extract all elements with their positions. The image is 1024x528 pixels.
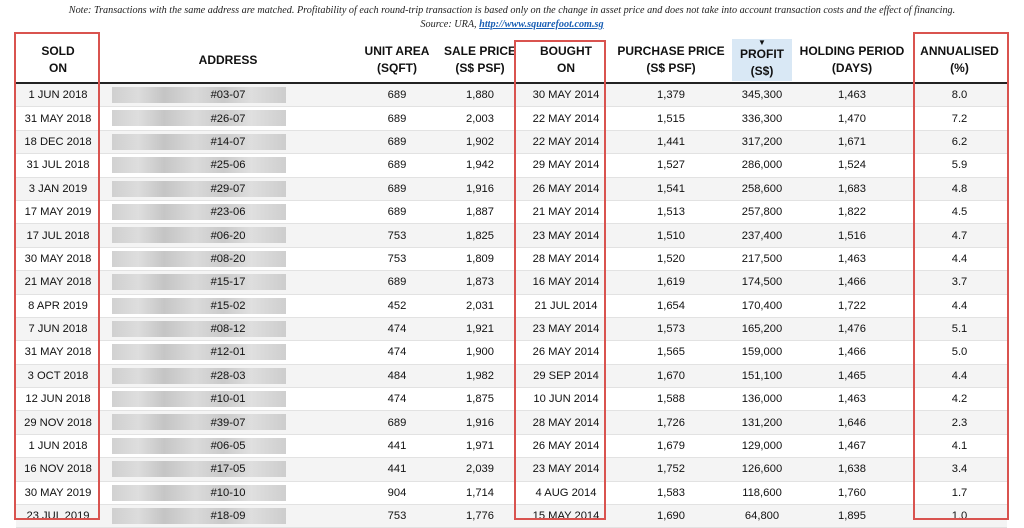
sold-on-cell: 3 OCT 2018 — [16, 364, 100, 387]
address-cell — [100, 364, 356, 387]
purchase-price-cell: 1,565 — [610, 341, 732, 364]
unit-area-cell: 753 — [356, 247, 438, 270]
table-row — [16, 177, 1007, 200]
holding-period-cell: 1,463 — [792, 388, 912, 411]
sold-on-cell: 29 NOV 2018 — [16, 411, 100, 434]
annualised-cell: 4.5 — [912, 200, 1007, 223]
annualised-cell: 4.7 — [912, 224, 1007, 247]
profit-cell: 64,800 — [732, 505, 792, 528]
table-row — [16, 388, 1007, 411]
profit-cell: 126,600 — [732, 458, 792, 481]
sale-price-cell: 1,809 — [438, 247, 522, 270]
holding-period-cell: 1,646 — [792, 411, 912, 434]
bought-on-cell: 23 MAY 2014 — [522, 224, 610, 247]
col-header-bought-on[interactable]: BOUGHT ON — [522, 38, 610, 83]
purchase-price-cell: 1,573 — [610, 317, 732, 340]
profit-cell: 258,600 — [732, 177, 792, 200]
table-row — [16, 317, 1007, 340]
profit-cell: 170,400 — [732, 294, 792, 317]
table-row — [16, 83, 1007, 107]
address-cell — [100, 481, 356, 504]
unit-number: #06-05 — [210, 440, 246, 453]
holding-period-cell: 1,822 — [792, 200, 912, 223]
table-row — [16, 411, 1007, 434]
note-text: Note: Transactions with the same address are matched. Profitability of each round-trip transaction is based only on the change in asset price and does not take into account transaction costs and the effect of financing. — [68, 5, 956, 16]
holding-period-cell: 1,470 — [792, 107, 912, 130]
redacted-address — [112, 414, 286, 430]
address-cell — [100, 388, 356, 411]
profit-cell: 131,200 — [732, 411, 792, 434]
col-header-address[interactable]: ADDRESS — [100, 38, 356, 83]
transactions-table — [16, 38, 1007, 528]
bought-on-cell: 15 MAY 2014 — [522, 505, 610, 528]
col-header-holding-period[interactable]: HOLDING PERIOD (DAYS) — [792, 38, 912, 83]
profit-cell: 336,300 — [732, 107, 792, 130]
unit-area-cell: 753 — [356, 505, 438, 528]
purchase-price-cell: 1,654 — [610, 294, 732, 317]
redacted-address — [112, 251, 286, 267]
bought-on-cell: 10 JUN 2014 — [522, 388, 610, 411]
address-cell — [100, 200, 356, 223]
redacted-address — [112, 368, 286, 384]
sort-descending-icon: ▼ — [758, 38, 766, 47]
annualised-cell: 4.4 — [912, 294, 1007, 317]
unit-number: #06-20 — [210, 229, 246, 242]
table-row — [16, 271, 1007, 294]
header-row — [16, 38, 1007, 83]
redacted-address — [112, 438, 286, 454]
sold-on-cell: 16 NOV 2018 — [16, 458, 100, 481]
profit-cell: 317,200 — [732, 130, 792, 153]
annualised-cell: 8.0 — [912, 83, 1007, 107]
bought-on-cell: 22 MAY 2014 — [522, 130, 610, 153]
redacted-address — [112, 344, 286, 360]
holding-period-cell: 1,467 — [792, 434, 912, 457]
unit-number: #17-05 — [210, 463, 246, 476]
sold-on-cell: 7 JUN 2018 — [16, 317, 100, 340]
unit-area-cell: 689 — [356, 130, 438, 153]
bought-on-cell: 16 MAY 2014 — [522, 271, 610, 294]
table-row — [16, 107, 1007, 130]
address-cell — [100, 458, 356, 481]
profit-cell: 345,300 — [732, 83, 792, 107]
sold-on-cell: 8 APR 2019 — [16, 294, 100, 317]
address-cell — [100, 83, 356, 107]
unit-area-cell: 689 — [356, 107, 438, 130]
unit-number: #14-07 — [210, 135, 246, 148]
unit-number: #12-01 — [210, 346, 246, 359]
unit-area-cell: 689 — [356, 177, 438, 200]
sale-price-cell: 1,825 — [438, 224, 522, 247]
unit-number: #03-07 — [210, 89, 246, 102]
annualised-cell: 5.1 — [912, 317, 1007, 340]
sale-price-cell: 1,902 — [438, 130, 522, 153]
bought-on-cell: 28 MAY 2014 — [522, 247, 610, 270]
profit-cell: 159,000 — [732, 341, 792, 364]
profit-cell: 257,800 — [732, 200, 792, 223]
purchase-price-cell: 1,752 — [610, 458, 732, 481]
unit-number: #18-09 — [210, 510, 246, 523]
purchase-price-cell: 1,441 — [610, 130, 732, 153]
address-cell — [100, 154, 356, 177]
unit-number: #29-07 — [210, 182, 246, 195]
unit-area-cell: 689 — [356, 200, 438, 223]
sale-price-cell: 1,900 — [438, 341, 522, 364]
col-header-annualised[interactable]: ANNUALISED (%) — [912, 38, 1007, 83]
address-cell — [100, 107, 356, 130]
sold-on-cell: 1 JUN 2018 — [16, 83, 100, 107]
bought-on-cell: 29 MAY 2014 — [522, 154, 610, 177]
sold-on-cell: 18 DEC 2018 — [16, 130, 100, 153]
redacted-address — [112, 134, 286, 150]
source-label: Source: URA, — [420, 19, 477, 30]
source-line — [0, 18, 1024, 32]
profit-cell: 136,000 — [732, 388, 792, 411]
purchase-price-cell: 1,679 — [610, 434, 732, 457]
purchase-price-cell: 1,510 — [610, 224, 732, 247]
bought-on-cell: 21 JUL 2014 — [522, 294, 610, 317]
address-cell — [100, 177, 356, 200]
sale-price-cell: 2,039 — [438, 458, 522, 481]
annualised-cell: 4.2 — [912, 388, 1007, 411]
bought-on-cell: 4 AUG 2014 — [522, 481, 610, 504]
bought-on-cell: 26 MAY 2014 — [522, 177, 610, 200]
unit-area-cell: 484 — [356, 364, 438, 387]
purchase-price-cell: 1,588 — [610, 388, 732, 411]
bought-on-cell: 26 MAY 2014 — [522, 434, 610, 457]
sold-on-cell: 1 JUN 2018 — [16, 434, 100, 457]
profit-cell: 129,000 — [732, 434, 792, 457]
redacted-address — [112, 274, 286, 290]
redacted-address — [112, 391, 286, 407]
unit-number: #10-01 — [210, 393, 246, 406]
holding-period-cell: 1,895 — [792, 505, 912, 528]
address-cell — [100, 505, 356, 528]
sale-price-cell: 2,031 — [438, 294, 522, 317]
sold-on-cell: 31 MAY 2018 — [16, 341, 100, 364]
holding-period-cell: 1,466 — [792, 341, 912, 364]
purchase-price-cell: 1,726 — [610, 411, 732, 434]
unit-area-cell: 452 — [356, 294, 438, 317]
redacted-address — [112, 204, 286, 220]
sold-on-cell: 30 MAY 2019 — [16, 481, 100, 504]
holding-period-cell: 1,760 — [792, 481, 912, 504]
table-row — [16, 481, 1007, 504]
profit-cell: 118,600 — [732, 481, 792, 504]
unit-area-cell: 904 — [356, 481, 438, 504]
sale-price-cell: 1,916 — [438, 411, 522, 434]
unit-area-cell: 689 — [356, 411, 438, 434]
annualised-cell: 5.9 — [912, 154, 1007, 177]
annualised-cell: 3.7 — [912, 271, 1007, 294]
unit-number: #39-07 — [210, 416, 246, 429]
holding-period-cell: 1,722 — [792, 294, 912, 317]
col-header-profit[interactable] — [732, 38, 792, 83]
address-cell — [100, 224, 356, 247]
sale-price-cell: 1,875 — [438, 388, 522, 411]
unit-number: #15-17 — [210, 276, 246, 289]
table-row — [16, 224, 1007, 247]
address-cell — [100, 271, 356, 294]
sale-price-cell: 1,982 — [438, 364, 522, 387]
profit-cell: 151,100 — [732, 364, 792, 387]
annualised-cell: 6.2 — [912, 130, 1007, 153]
col-header-purchase-price[interactable]: PURCHASE PRICE (S$ PSF) — [610, 38, 732, 83]
purchase-price-cell: 1,515 — [610, 107, 732, 130]
unit-area-cell: 689 — [356, 154, 438, 177]
sale-price-cell: 1,916 — [438, 177, 522, 200]
redacted-address — [112, 461, 286, 477]
col-header-unit-area[interactable]: UNIT AREA (SQFT) — [356, 38, 438, 83]
holding-period-cell: 1,638 — [792, 458, 912, 481]
address-cell — [100, 130, 356, 153]
unit-number: #26-07 — [210, 112, 246, 125]
annualised-cell: 7.2 — [912, 107, 1007, 130]
sale-price-cell: 1,942 — [438, 154, 522, 177]
unit-area-cell: 441 — [356, 434, 438, 457]
redacted-address — [112, 321, 286, 337]
purchase-price-cell: 1,690 — [610, 505, 732, 528]
address-cell — [100, 294, 356, 317]
profit-sort-header[interactable]: ▼ PROFIT (S$) — [732, 39, 792, 81]
table-row — [16, 364, 1007, 387]
sale-price-cell: 1,714 — [438, 481, 522, 504]
table-row — [16, 247, 1007, 270]
annualised-cell: 4.4 — [912, 364, 1007, 387]
purchase-price-cell: 1,541 — [610, 177, 732, 200]
bought-on-cell: 30 MAY 2014 — [522, 83, 610, 107]
unit-number: #08-12 — [210, 323, 246, 336]
annualised-cell: 5.0 — [912, 341, 1007, 364]
bought-on-cell: 23 MAY 2014 — [522, 317, 610, 340]
unit-number: #08-20 — [210, 252, 246, 265]
unit-number: #28-03 — [210, 369, 246, 382]
col-header-sale-price[interactable]: SALE PRICE (S$ PSF) — [438, 38, 522, 83]
bought-on-cell: 26 MAY 2014 — [522, 341, 610, 364]
annualised-cell: 4.1 — [912, 434, 1007, 457]
profit-cell: 217,500 — [732, 247, 792, 270]
source-note — [0, 4, 1024, 32]
redacted-address — [112, 157, 286, 173]
bought-on-cell: 22 MAY 2014 — [522, 107, 610, 130]
holding-period-cell: 1,466 — [792, 271, 912, 294]
unit-area-cell: 441 — [356, 458, 438, 481]
sold-on-cell: 17 JUL 2018 — [16, 224, 100, 247]
source-link[interactable]: http://www.squarefoot.com.sg — [479, 19, 604, 30]
bought-on-cell: 28 MAY 2014 — [522, 411, 610, 434]
profit-cell: 286,000 — [732, 154, 792, 177]
table-row — [16, 200, 1007, 223]
sold-on-cell: 21 MAY 2018 — [16, 271, 100, 294]
purchase-price-cell: 1,670 — [610, 364, 732, 387]
table-row — [16, 458, 1007, 481]
address-cell — [100, 411, 356, 434]
address-cell — [100, 247, 356, 270]
sold-on-cell: 31 JUL 2018 — [16, 154, 100, 177]
col-header-sold-on[interactable]: SOLD ON — [16, 38, 100, 83]
redacted-address — [112, 485, 286, 501]
table-row — [16, 341, 1007, 364]
holding-period-cell: 1,476 — [792, 317, 912, 340]
profit-cell: 165,200 — [732, 317, 792, 340]
profit-cell: 237,400 — [732, 224, 792, 247]
address-cell — [100, 434, 356, 457]
bought-on-cell: 21 MAY 2014 — [522, 200, 610, 223]
holding-period-cell: 1,516 — [792, 224, 912, 247]
sold-on-cell: 30 MAY 2018 — [16, 247, 100, 270]
sale-price-cell: 1,776 — [438, 505, 522, 528]
purchase-price-cell: 1,619 — [610, 271, 732, 294]
bought-on-cell: 23 MAY 2014 — [522, 458, 610, 481]
redacted-address — [112, 87, 286, 103]
unit-number: #25-06 — [210, 159, 246, 172]
sale-price-cell: 1,880 — [438, 83, 522, 107]
holding-period-cell: 1,463 — [792, 247, 912, 270]
table-body — [16, 83, 1007, 528]
table-row — [16, 434, 1007, 457]
unit-number: #10-10 — [210, 486, 246, 499]
redacted-address — [112, 227, 286, 243]
annualised-cell: 4.8 — [912, 177, 1007, 200]
redacted-address — [112, 508, 286, 524]
sale-price-cell: 1,921 — [438, 317, 522, 340]
holding-period-cell: 1,524 — [792, 154, 912, 177]
unit-area-cell: 753 — [356, 224, 438, 247]
address-cell — [100, 341, 356, 364]
sale-price-cell: 1,971 — [438, 434, 522, 457]
bought-on-cell: 29 SEP 2014 — [522, 364, 610, 387]
redacted-address — [112, 181, 286, 197]
sold-on-cell: 12 JUN 2018 — [16, 388, 100, 411]
sold-on-cell: 17 MAY 2019 — [16, 200, 100, 223]
table-row — [16, 154, 1007, 177]
table-row — [16, 505, 1007, 528]
unit-area-cell: 474 — [356, 388, 438, 411]
purchase-price-cell: 1,583 — [610, 481, 732, 504]
unit-number: #23-06 — [210, 206, 246, 219]
redacted-address — [112, 110, 286, 126]
holding-period-cell: 1,465 — [792, 364, 912, 387]
holding-period-cell: 1,671 — [792, 130, 912, 153]
unit-area-cell: 474 — [356, 317, 438, 340]
sold-on-cell: 31 MAY 2018 — [16, 107, 100, 130]
address-cell — [100, 317, 356, 340]
purchase-price-cell: 1,513 — [610, 200, 732, 223]
holding-period-cell: 1,683 — [792, 177, 912, 200]
annualised-cell: 1.7 — [912, 481, 1007, 504]
sale-price-cell: 1,887 — [438, 200, 522, 223]
unit-area-cell: 689 — [356, 83, 438, 107]
purchase-price-cell: 1,379 — [610, 83, 732, 107]
holding-period-cell: 1,463 — [792, 83, 912, 107]
purchase-price-cell: 1,520 — [610, 247, 732, 270]
sold-on-cell: 23 JUL 2019 — [16, 505, 100, 528]
table-row — [16, 294, 1007, 317]
unit-area-cell: 474 — [356, 341, 438, 364]
table-row — [16, 130, 1007, 153]
annualised-cell: 4.4 — [912, 247, 1007, 270]
profit-cell: 174,500 — [732, 271, 792, 294]
annualised-cell: 1.0 — [912, 505, 1007, 528]
sold-on-cell: 3 JAN 2019 — [16, 177, 100, 200]
unit-area-cell: 689 — [356, 271, 438, 294]
annualised-cell: 2.3 — [912, 411, 1007, 434]
unit-number: #15-02 — [210, 299, 246, 312]
annualised-cell: 3.4 — [912, 458, 1007, 481]
redacted-address — [112, 298, 286, 314]
purchase-price-cell: 1,527 — [610, 154, 732, 177]
sale-price-cell: 1,873 — [438, 271, 522, 294]
sale-price-cell: 2,003 — [438, 107, 522, 130]
